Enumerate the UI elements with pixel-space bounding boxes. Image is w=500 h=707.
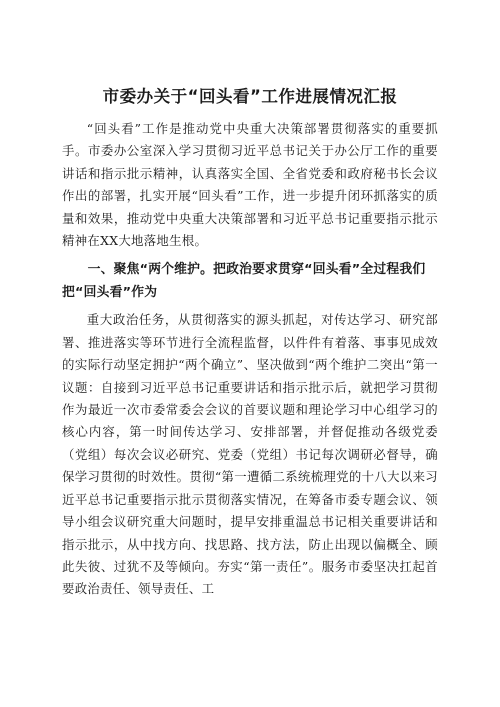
- document-title: 市委办关于“回头看”工作进展情况汇报: [102, 87, 398, 106]
- section-1-body: 重大政治任务，从贯彻落实的源头抓起，对传达学习、研究部署、推进落实等环节进行全流程监督，以件件有着落、事事见成效的实际行动坚定拥护“两个确立”、坚决做到“两个维护二突出“第一议题：自接到习近平总书记重要讲话和指示批示后，就把学习贯彻作为最近一次市委常委会会议的首要议题和理论学习中心组学习的核心内容，第一时间传达学习、安排部署，并督促推动各级党委（党组）每次会议必研究、党委（党组）书记每次调研必督导，确保学习贯彻的时效性。贯彻“第一遭循二系统梳理党的十八大以来习近平总书记重要指示批示贯彻落实情况，在筹备市委专题会议、领导小组会议研究重大问题时，提早安排重温总书记相关重要讲话和指示批示，从中找方向、找思路、找方法，防止出现以偏概全、顾此失彼、过犹不及等倾向。夯实“第一责任”。服务市委坚决扛起首要政治责任、领导责任、工: [62, 312, 438, 597]
- intro-paragraph: “回头看”工作是推动党中央重大决策部署贯彻落实的重要抓手。市委办公室深入学习贯彻习近平总书记关于办公厅工作的重要讲话和指示批示精神，认真落实全国、全省党委和政府秘书长会议作出的部署，扎实开展“回头看”工作，进一步提升闭环抓落实的质量和效果，推动党中央重大决策部署和习近平总书记重要指示批示精神在XX大地落地生根。: [62, 121, 438, 249]
- section-1-heading: 一、聚焦“两个维护。把政治要求贯穿“回头看”全过程我们把“回头看”作为: [62, 262, 426, 301]
